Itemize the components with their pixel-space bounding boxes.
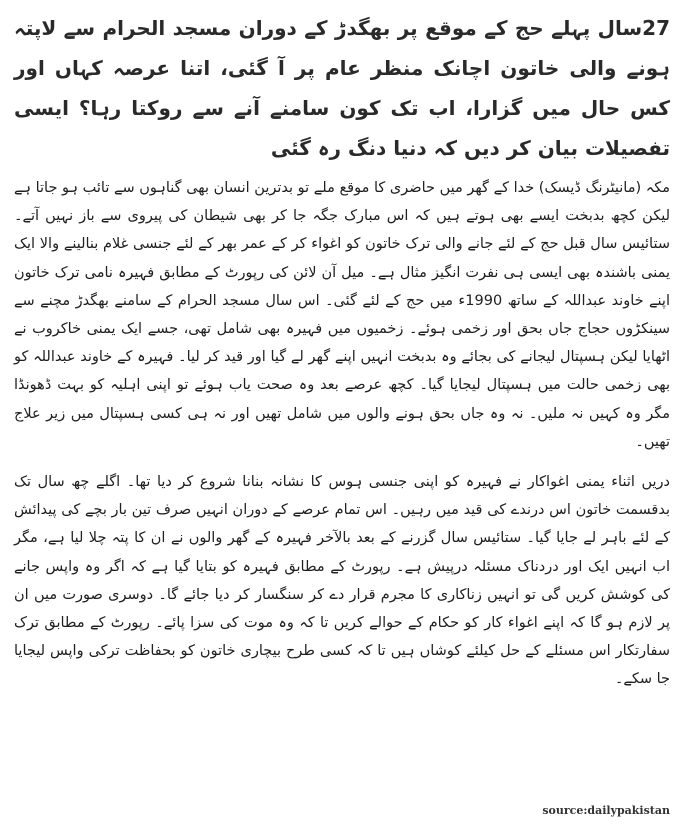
article-paragraph-1: مکہ (مانیٹرنگ ڈیسک) خدا کے گھر میں حاضری کا موقع ملے تو بدترین انسان بھی گناہوں سے تائب ہو جاتا ہے لیکن کچھ بدبخت ایسے بھی ہوتے ہیں کہ اس مبارک جگہ جا کر بھی شیطان کی پیروی سے باز نہیں آتے۔ ستائیس سال قبل حج کے لئے جانے والی ترک خاتون کو اغواء کر کے عمر بھر کے لئے جنسی غلام بنالینے والا ایک یمنی باشندہ بھی ایسی ہی نفرت انگیز مثال ہے۔ میل آن لائن کی رپورٹ کے مطابق فہیرہ نامی ترک خاتون اپنے خاوند عبداللہ کے ساتھ 1990ء میں حج کے لئے گئی۔ اس سال مسجد الحرام کے سامنے بھگدڑ مچنے سے سینکڑوں حجاج جاں بحق اور زخمی ہوئے۔ زخمیوں میں فہیرہ بھی شامل تھی، جسے ایک یمنی خاکروب نے اٹھایا لیکن ہسپتال لیجانے کی بجائے وہ بدبخت انہیں اپنے گھر لے گیا اور قید کر لیا۔ فہیرہ کے خاوند عبداللہ کو بھی زخمی حالت میں ہسپتال لیجایا گیا۔ کچھ عرصے بعد وہ صحت یاب ہوئے تو اپنی اہلیہ کو بہت ڈھونڈا مگر وہ کہیں نہ ملیں۔ نہ وہ جاں بحق ہونے والوں میں شامل تھیں اور نہ ہی کسی ہسپتال میں زیر علاج تھیں۔ xyxy=(14,180,670,450)
article-paragraph-2: دریں اثناء یمنی اغواکار نے فہیرہ کو اپنی جنسی ہوس کا نشانہ بنانا شروع کر دیا تھا۔ اگلے چھ سال تک بدقسمت خاتون اس درندے کی قید میں رہیں۔ اس تمام عرصے کے دوران انہیں صرف تین بار بچے کی پیدائش کے لئے باہر لے جایا گیا۔ ستائیس سال گزرنے کے بعد بالآخر فہیرہ کے گھر والوں نے ان کا پتہ چلا لیا ہے، مگر اب انہیں ایک اور دردناک مسئلہ درپیش ہے۔ رپورٹ کے مطابق فہیرہ کو بتایا گیا ہے کہ اگر وہ واپس جانے کی کوشش کریں گی تو انہیں زناکاری کا مجرم قرار دے کر سنگسار کر دیا جائے گا۔ دوسری صورت میں ان پر لازم ہو گا کہ اپنے اغواء کار کو حکام کے حوالے کریں تا کہ وہ موت کی سزا پائے۔ رپورٹ کے مطابق ترک سفارتکار اس مسئلے کے حل کیلئے کوشاں ہیں تا کہ کسی طرح بیچاری خاتون کو بحفاظت ترکی واپس لیجایا جا سکے۔ xyxy=(14,474,670,688)
article-headline: 27سال پہلے حج کے موقع پر بھگدڑ کے دوران مسجد الحرام سے لاپتہ ہونے والی خاتون اچانک منظر عام پر آ گئی، اتنا عرصہ کہاں اور کس حال میں گزارا، اب تک کون سامنے آنے سے روکتا رہا؟ ایسی تفصیلات بیان کر دیں کہ دنیا دنگ رہ گئی xyxy=(14,16,670,160)
source-credit: source:dailypakistan xyxy=(542,804,670,817)
